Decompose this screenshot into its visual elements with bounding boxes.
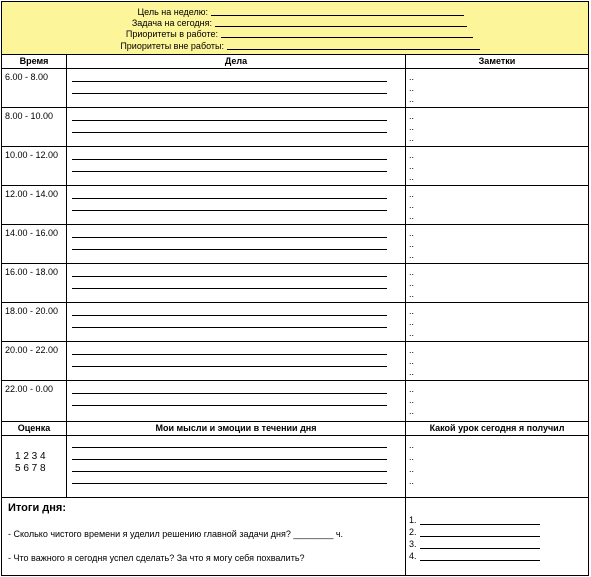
- task-line[interactable]: [72, 237, 387, 238]
- life-priorities-row: [2, 40, 224, 52]
- slot-divider: [2, 224, 588, 225]
- achievement-line-4[interactable]: [420, 560, 540, 561]
- task-line[interactable]: [72, 276, 387, 277]
- slot-divider: [2, 263, 588, 264]
- weekly-goal-label: Цель на неделю:: [137, 7, 208, 17]
- summary-question-1: - Сколько чистого времени я уделил решению главной задачи дня? ________ ч.: [8, 529, 344, 539]
- achievement-number: 2.: [409, 527, 417, 537]
- work-priorities-row: [2, 28, 218, 40]
- achievement-line-1[interactable]: [420, 524, 540, 525]
- task-line[interactable]: [72, 81, 387, 82]
- notes-column-header: Заметки: [478, 56, 516, 66]
- life-priorities-label: Приоритеты вне работы:: [120, 41, 224, 51]
- today-task-field[interactable]: [215, 26, 467, 27]
- thoughts-line[interactable]: [72, 471, 387, 472]
- achievement-number: 1.: [409, 515, 417, 525]
- task-line[interactable]: [72, 405, 387, 406]
- task-line[interactable]: [72, 249, 387, 250]
- note-marker: ..: [409, 317, 415, 327]
- tasks-column-header: Дела: [224, 56, 248, 66]
- note-marker: ..: [409, 395, 415, 405]
- thoughts-line[interactable]: [72, 447, 387, 448]
- lesson-note-marker: ..: [409, 440, 415, 450]
- slot-divider: [2, 185, 588, 186]
- thoughts-header: Мои мысли и эмоции в течении дня: [155, 423, 317, 433]
- time-slot-label: 8.00 - 10.00: [5, 111, 54, 121]
- thoughts-line[interactable]: [72, 459, 387, 460]
- task-line[interactable]: [72, 327, 387, 328]
- note-marker: ..: [409, 250, 415, 260]
- thoughts-line[interactable]: [72, 483, 387, 484]
- task-line[interactable]: [72, 354, 387, 355]
- work-priorities-field[interactable]: [221, 37, 473, 38]
- time-slot-label: 20.00 - 22.00: [5, 345, 59, 355]
- note-marker: ..: [409, 356, 415, 366]
- time-slot-label: 22.00 - 0.00: [5, 384, 54, 394]
- achievement-number: 4.: [409, 551, 417, 561]
- slot-divider: [2, 380, 588, 381]
- note-marker: ..: [409, 228, 415, 238]
- note-marker: ..: [409, 161, 415, 171]
- lesson-note-marker: ..: [409, 452, 415, 462]
- summary-question-2: - Что важного я сегодня успел сделать? За что я могу себя похвалить?: [8, 553, 305, 563]
- task-line[interactable]: [72, 120, 387, 121]
- task-line[interactable]: [72, 93, 387, 94]
- lesson-header: Какой урок сегодня я получил: [429, 423, 565, 433]
- achievement-number: 3.: [409, 539, 417, 549]
- time-column-header: Время: [19, 56, 49, 66]
- task-line[interactable]: [72, 288, 387, 289]
- summary-title: Итоги дня:: [8, 502, 66, 514]
- header-divider: [2, 68, 588, 69]
- note-marker: ..: [409, 200, 415, 210]
- task-line[interactable]: [72, 159, 387, 160]
- daily-planner-sheet: [1, 1, 589, 576]
- note-marker: ..: [409, 94, 415, 104]
- task-line[interactable]: [72, 132, 387, 133]
- life-priorities-field[interactable]: [227, 49, 480, 50]
- note-marker: ..: [409, 406, 415, 416]
- note-marker: ..: [409, 122, 415, 132]
- note-marker: ..: [409, 306, 415, 316]
- note-marker: ..: [409, 345, 415, 355]
- note-marker: ..: [409, 172, 415, 182]
- lesson-note-marker: ..: [409, 476, 415, 486]
- slot-divider: [2, 302, 588, 303]
- task-line[interactable]: [72, 210, 387, 211]
- time-slot-label: 6.00 - 8.00: [5, 72, 49, 82]
- reflection-header-divider: [2, 435, 588, 436]
- note-marker: ..: [409, 384, 415, 394]
- note-marker: ..: [409, 111, 415, 121]
- slot-divider: [2, 341, 588, 342]
- task-line[interactable]: [72, 198, 387, 199]
- slot-divider: [2, 146, 588, 147]
- note-marker: ..: [409, 189, 415, 199]
- note-marker: ..: [409, 239, 415, 249]
- task-line[interactable]: [72, 315, 387, 316]
- task-line[interactable]: [72, 171, 387, 172]
- note-marker: ..: [409, 278, 415, 288]
- work-priorities-label: Приоритеты в работе:: [125, 29, 218, 39]
- note-marker: ..: [409, 328, 415, 338]
- time-slot-label: 12.00 - 14.00: [5, 189, 59, 199]
- note-marker: ..: [409, 72, 415, 82]
- note-marker: ..: [409, 133, 415, 143]
- note-marker: ..: [409, 289, 415, 299]
- summary-divider: [2, 497, 588, 498]
- weekly-goal-field[interactable]: [211, 15, 464, 16]
- score-options-row2[interactable]: 5 6 7 8: [15, 463, 46, 474]
- time-slot-label: 16.00 - 18.00: [5, 267, 59, 277]
- task-line[interactable]: [72, 366, 387, 367]
- slot-divider: [2, 107, 588, 108]
- note-marker: ..: [409, 211, 415, 221]
- achievement-line-2[interactable]: [420, 536, 540, 537]
- note-marker: ..: [409, 367, 415, 377]
- goals-header: [2, 2, 588, 55]
- score-options-row1[interactable]: 1 2 3 4: [15, 451, 46, 462]
- note-marker: ..: [409, 267, 415, 277]
- task-line[interactable]: [72, 393, 387, 394]
- time-slot-label: 10.00 - 12.00: [5, 150, 59, 160]
- achievement-line-3[interactable]: [420, 548, 540, 549]
- time-slot-label: 18.00 - 20.00: [5, 306, 59, 316]
- time-slot-label: 14.00 - 16.00: [5, 228, 59, 238]
- note-marker: ..: [409, 150, 415, 160]
- note-marker: ..: [409, 83, 415, 93]
- today-task-label: Задача на сегодня:: [131, 18, 212, 28]
- score-header: Оценка: [17, 423, 51, 433]
- lesson-note-marker: ..: [409, 464, 415, 474]
